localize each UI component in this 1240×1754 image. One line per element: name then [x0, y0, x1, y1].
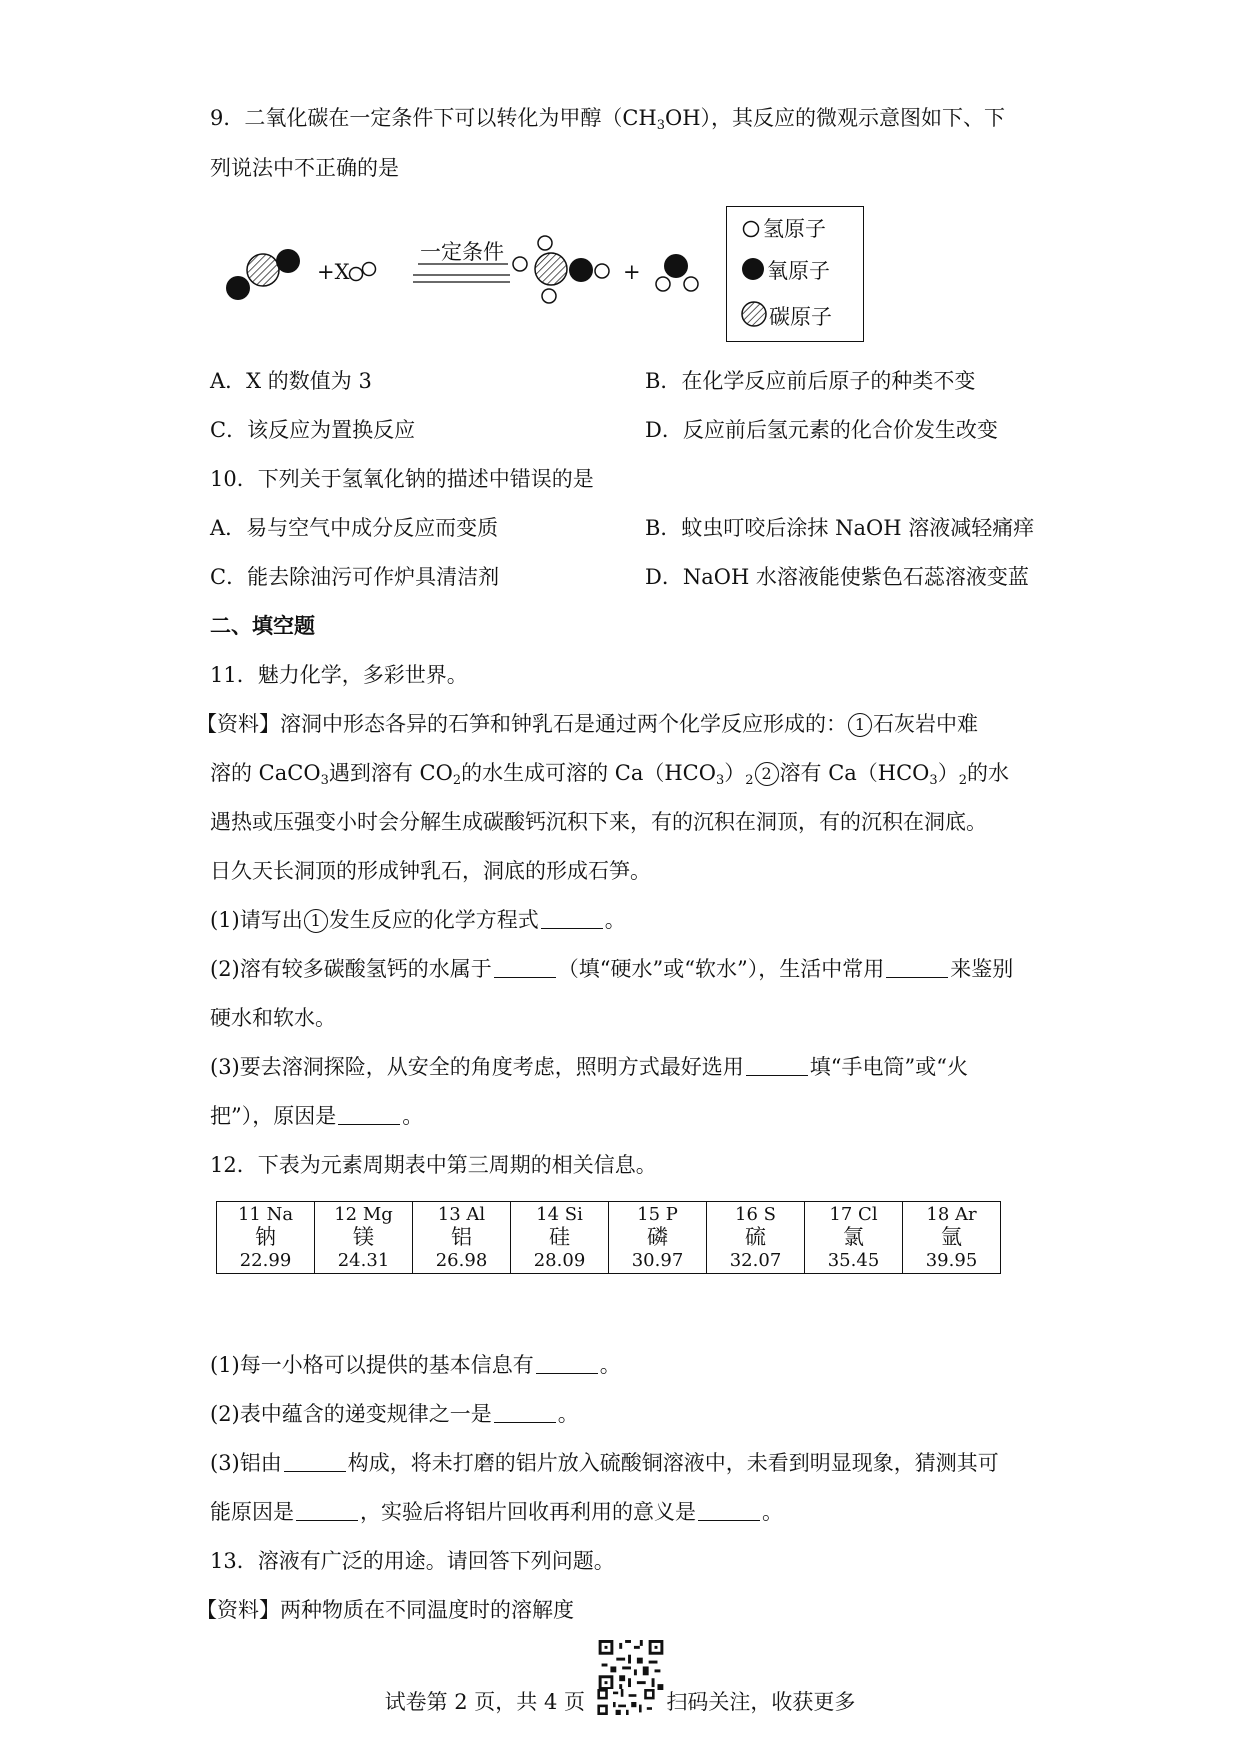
page-number-info: 试卷第 2 页，共 4 页	[384, 1690, 586, 1714]
oxygen-atom	[569, 258, 593, 282]
qr-code-icon	[596, 1689, 656, 1715]
element-number-symbol: 12 Mg	[334, 1204, 393, 1225]
q9-stem	[210, 104, 1005, 132]
element-name: 铝	[451, 1225, 472, 1249]
hydrogen-atom	[595, 264, 609, 278]
legend-oxygen-label: 氧原子	[767, 259, 830, 283]
q11-part3-text: 把”），原因是	[210, 1104, 337, 1128]
q11-part2-line2: 硬水和软水。	[210, 1006, 336, 1030]
q11-resource-text: 的水	[966, 761, 1009, 785]
element-number-symbol: 18 Ar	[926, 1204, 977, 1225]
q11-resource-text: ）	[724, 761, 746, 785]
q10-option-c: C．能去除油污可作炉具清洁剂	[210, 565, 500, 589]
page-footer	[0, 1688, 1240, 1716]
q12-part3-text: (3)铝由	[210, 1451, 282, 1475]
q12-part3-text: 能原因是	[210, 1500, 294, 1524]
circled-number-1: 1	[848, 713, 872, 737]
element-atomic-mass: 22.99	[239, 1250, 292, 1271]
q11-part2-text: 来鉴别	[950, 957, 1014, 981]
element-cell	[903, 1202, 1001, 1274]
answer-blank[interactable]	[296, 1500, 358, 1521]
q11-part3-text: (3)要去溶洞探险，从安全的角度考虑，照明方式最好选用	[210, 1055, 744, 1079]
element-number-symbol: 17 Cl	[829, 1204, 878, 1225]
q11-part2-text: （填“硬水”或“软水”），生活中常用	[557, 957, 885, 981]
q9-option-a: A．X 的数值为 3	[210, 369, 372, 393]
plus-label: +	[623, 260, 641, 284]
h2-molecule	[350, 263, 376, 281]
carbon-atom	[247, 254, 279, 286]
q11-resource-line1	[196, 710, 978, 738]
element-number-symbol: 13 Al	[437, 1204, 486, 1225]
hydrogen-atom	[513, 257, 527, 271]
legend-oxygen	[741, 257, 830, 285]
hydrogen-atom	[363, 263, 376, 276]
subscript: 2	[745, 773, 754, 788]
reaction-diagram	[210, 225, 720, 315]
hydrogen-atom	[538, 236, 552, 250]
q11-resource-line3: 遇热或压强变小时会分解生成碳酸钙沉积下来，有的沉积在洞顶，有的沉积在洞底。	[210, 810, 987, 834]
q12-part2	[210, 1400, 579, 1428]
subscript: 3	[320, 773, 329, 788]
subscript: 2	[958, 773, 967, 788]
carbon-atom-icon	[741, 301, 767, 327]
q9-option-d: D．反应前后氢元素的化合价发生改变	[645, 418, 998, 442]
qr-code-icon	[598, 1640, 664, 1690]
answer-blank[interactable]	[536, 1353, 598, 1374]
carbon-atom	[535, 253, 567, 285]
atom-legend	[726, 206, 864, 342]
q12-part3-text: 构成，将未打磨的铝片放入硫酸铜溶液中，未看到明显现象，猜测其可	[347, 1451, 999, 1475]
answer-blank[interactable]	[338, 1104, 400, 1125]
q12-stem: 12．下表为元素周期表中第三周期的相关信息。	[210, 1153, 657, 1177]
co2-molecule	[226, 249, 300, 300]
element-cell	[707, 1202, 805, 1274]
answer-blank[interactable]	[494, 1402, 556, 1423]
q11-part3-text: 。	[402, 1104, 424, 1128]
q11-resource-text: 溶的 CaCO	[210, 761, 321, 785]
q12-part3-text: 。	[762, 1500, 783, 1524]
element-cell	[805, 1202, 903, 1274]
element-atomic-mass: 39.95	[925, 1250, 978, 1271]
hydrogen-atom	[542, 289, 556, 303]
element-name: 硅	[549, 1225, 570, 1249]
q11-resource-text: 石灰岩中难	[873, 712, 978, 736]
element-name: 氯	[843, 1225, 864, 1249]
q11-part1-text: 发生反应的化学方程式	[328, 908, 539, 932]
legend-carbon-label: 碳原子	[769, 305, 832, 329]
element-name: 镁	[353, 1225, 374, 1249]
q11-resource-line2	[210, 759, 1009, 787]
legend-hydrogen	[741, 215, 826, 243]
section-heading: 二、填空题	[210, 614, 315, 638]
element-name: 硫	[745, 1225, 766, 1249]
hydrogen-atom	[350, 268, 363, 281]
q11-part1	[210, 906, 626, 934]
q11-part2-text: (2)溶有较多碳酸氢钙的水属于	[210, 957, 492, 981]
element-atomic-mass: 30.97	[631, 1250, 684, 1271]
answer-blank[interactable]	[746, 1055, 808, 1076]
subscript: 3	[929, 773, 938, 788]
element-number-symbol: 14 Si	[536, 1204, 583, 1225]
q9-stem-line2: 列说法中不正确的是	[210, 156, 399, 180]
answer-blank[interactable]	[886, 957, 948, 978]
periodic-table-period3	[216, 1201, 1001, 1274]
h2o-molecule	[656, 254, 698, 291]
q12-part2-text: 。	[557, 1402, 579, 1426]
q11-resource-line4: 日久天长洞顶的形成钟乳石，洞底的形成石笋。	[210, 859, 651, 883]
legend-hydrogen-label: 氢原子	[763, 217, 826, 241]
answer-blank[interactable]	[698, 1500, 760, 1521]
q9-stem-subscript: 3	[656, 118, 666, 133]
answer-blank[interactable]	[494, 957, 556, 978]
hydrogen-atom	[656, 277, 670, 291]
legend-carbon	[741, 301, 832, 331]
element-number-symbol: 15 P	[637, 1204, 678, 1225]
q11-part3-line2	[210, 1102, 423, 1130]
q13-stem: 13．溶液有广泛的用途。请回答下列问题。	[210, 1549, 615, 1573]
element-atomic-mass: 35.45	[827, 1250, 880, 1271]
q11-resource-text: 遇到溶有 CO	[328, 761, 453, 785]
element-atomic-mass: 24.31	[337, 1250, 390, 1271]
ch3oh-molecule	[513, 236, 609, 303]
q13-resource: 【资料】两种物质在不同温度时的溶解度	[196, 1598, 574, 1622]
element-cell	[609, 1202, 707, 1274]
condition-label: 一定条件	[420, 240, 504, 264]
q9-stem-text-a: 9．二氧化碳在一定条件下可以转化为甲醇（CH	[210, 106, 657, 130]
subscript: 2	[452, 773, 462, 788]
q9-stem-text-b: OH），其反应的微观示意图如下、下	[665, 106, 1006, 130]
q11-part3-text: 填“手电筒”或“火	[809, 1055, 968, 1079]
q12-part1	[210, 1351, 621, 1379]
circled-number-1: 1	[304, 909, 328, 933]
element-name: 磷	[647, 1225, 668, 1249]
q11-part3	[210, 1053, 968, 1081]
element-atomic-mass: 32.07	[729, 1250, 782, 1271]
q10-option-a: A．易与空气中成分反应而变质	[210, 516, 499, 540]
q9-option-b: B．在化学反应前后原子的种类不变	[645, 369, 976, 393]
hydrogen-atom	[684, 277, 698, 291]
oxygen-atom	[276, 249, 300, 273]
q11-resource-text: 【资料】溶洞中形态各异的石笋和钟乳石是通过两个化学反应形成的：	[196, 712, 847, 736]
element-cell	[511, 1202, 609, 1274]
q12-part3-text: ，实验后将铝片回收再利用的意义是	[360, 1500, 696, 1524]
q10-stem: 10．下列关于氢氧化钠的描述中错误的是	[210, 467, 594, 491]
hydrogen-atom-icon	[741, 219, 761, 239]
element-number-symbol: 11 Na	[237, 1204, 294, 1225]
q12-part1-text: (1)每一小格可以提供的基本信息有	[210, 1353, 534, 1377]
q10-option-b: B．蚊虫叮咬后涂抹 NaOH 溶液减轻痛痒	[645, 516, 1035, 540]
element-cell	[413, 1202, 511, 1274]
answer-blank[interactable]	[284, 1451, 346, 1472]
q11-resource-text: ）	[937, 761, 959, 785]
q12-part1-text: 。	[599, 1353, 621, 1377]
q12-part3-line2	[210, 1498, 783, 1526]
element-name: 钠	[255, 1225, 276, 1249]
oxygen-atom	[226, 276, 250, 300]
q11-part1-text: (1)请写出	[210, 908, 303, 932]
element-atomic-mass: 26.98	[435, 1250, 488, 1271]
q11-resource-text: 的水生成可溶的 Ca（HCO	[461, 761, 716, 785]
q11-stem: 11．魅力化学，多彩世界。	[210, 663, 468, 687]
q11-resource-text: 溶有 Ca（HCO	[779, 761, 930, 785]
q11-part2	[210, 955, 1013, 983]
element-cell	[315, 1202, 413, 1274]
plus-x-label: +X	[317, 260, 350, 284]
element-name: 氩	[941, 1225, 962, 1249]
q9-option-c: C．该反应为置换反应	[210, 418, 416, 442]
answer-blank[interactable]	[541, 908, 603, 929]
element-number-symbol: 16 S	[735, 1204, 776, 1225]
oxygen-atom-icon	[741, 257, 765, 281]
q10-option-d: D．NaOH 水溶液能使紫色石蕊溶液变蓝	[645, 565, 1029, 589]
q12-part2-text: (2)表中蕴含的递变规律之一是	[210, 1402, 492, 1426]
q12-part3	[210, 1449, 999, 1477]
element-cell	[217, 1202, 315, 1274]
element-row	[217, 1202, 1001, 1274]
element-atomic-mass: 28.09	[533, 1250, 586, 1271]
oxygen-atom	[664, 254, 688, 278]
q11-part1-text: 。	[604, 908, 626, 932]
circled-number-2: 2	[755, 762, 779, 786]
subscript: 3	[715, 773, 725, 788]
scan-follow-text: 扫码关注，收获更多	[666, 1690, 856, 1714]
